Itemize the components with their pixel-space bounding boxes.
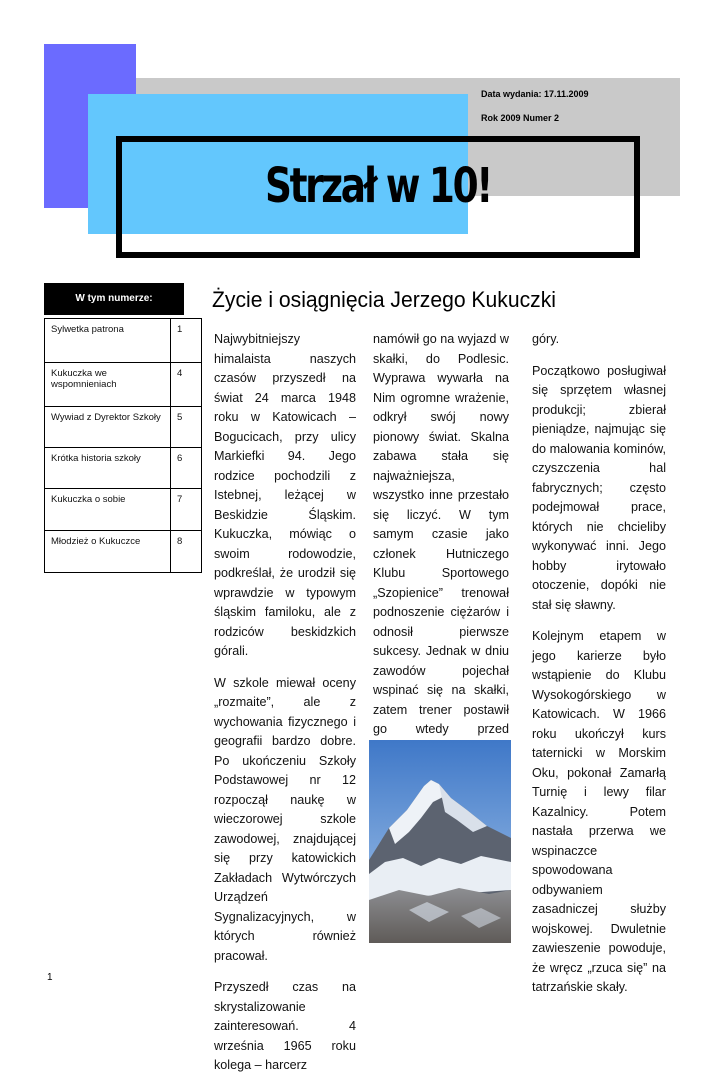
article-title: Życie i osiągnięcia Jerzego Kukuczki (212, 287, 556, 312)
toc-item-page: 6 (171, 448, 202, 489)
toc-item-page: 7 (171, 489, 202, 531)
table-of-contents (44, 318, 202, 573)
article-paragraph: góry. (532, 332, 560, 346)
toc-row (45, 489, 202, 531)
page-number: 1 (47, 972, 53, 983)
article-column-2 (373, 330, 509, 791)
toc-item-page: 1 (171, 319, 202, 363)
toc-header: W tym numerze: (44, 283, 184, 315)
mountain-photo (369, 740, 511, 943)
toc-row (45, 407, 202, 448)
article-column-1 (214, 330, 356, 1088)
toc-item-page: 8 (171, 531, 202, 573)
toc-row (45, 531, 202, 573)
article-paragraph: namówił go na wyjazd w skałki, do Podlesic. Wyprawa wywarła na Nim ogromne wrażenie, odkrył swój nowy pionowy świat. Skalna zabawa stała się najważniejsza, wszystko inne przestało się liczyć. W tym samym czasie jako członek Hutniczego Klubu Sportowego „Szopienice” trenował podnoszenie ciężarów i odnosił pierwsze sukcesy. Jednak w dniu zawodów pojechał wspinać się na skałki, zatem trener postawił go wtedy przed (373, 332, 509, 736)
toc-row (45, 448, 202, 489)
toc-item-page: 4 (171, 363, 202, 407)
toc-item-page: 5 (171, 407, 202, 448)
toc-item-label: Młodzież o Kukuczce (45, 531, 171, 573)
article-paragraph: Najwybitniejszy himalaista naszych czasów przyszedł na świat 24 marca 1948 roku w Katowicach – Bogucicach, przy ulicy Markiefki 94. Jego rodzice pochodzili z Istebnej, leżącej w Beskidzie Śląskim. Kukuczka, mówiąc o swoim rodowodzie, podkreślał, że urodził się wprawdzie w typowym śląskim familoku, ale z rodziców beskidzkich górali. (214, 332, 356, 658)
issue-date: Data wydania: 17.11.2009 (481, 89, 589, 99)
toc-row (45, 319, 202, 363)
article-paragraph: W szkole miewał oceny „rozmaite”, ale z wychowania fizycznego i geografii bardzo dobre. Po ukończeniu Szkoły Podstawowej nr 12 rozpoczął naukę w wieczorowej szkole zawodowej, znajdującej się przy katowickich Zakładach Wytwórczych Urządzeń Sygnalizacyjnych, w których również pracował. (214, 675, 356, 963)
article-column-3 (532, 330, 666, 1010)
toc-row (45, 363, 202, 407)
article-paragraph: Kolejnym etapem w jego karierze było wstąpienie do Klubu Wysokogórskiego w Katowicach. W 1966 roku ukończył kurs taternicki w Morskim Oku, pokonał Zamarłą Turnię i lewy filar Kazalnicy. Potem nastała przerwa we wspinaczce spowodowana odbywaniem zasadniczej służby wojskowej. Dwuletnie zawieszenie powoduje, że wręcz „rzuca się” na tatrzańskie skały. (532, 629, 666, 994)
toc-item-label: Kukuczka o sobie (45, 489, 171, 531)
toc-item-label: Kukuczka we wspomnieniach (45, 363, 171, 407)
toc-item-label: Krótka historia szkoły (45, 448, 171, 489)
issue-number: Rok 2009 Numer 2 (481, 113, 560, 123)
article-paragraph: Początkowo posługiwał się sprzętem własnej produkcji; zbierał pieniądze, najmując się do malowania kominów, czyszczenia hal fabrycznych; często podejmował prace, których nie chcieliby wykonywać inni. Jego hobby irytowało otoczenie, dopóki nie stał się sławny. (532, 363, 666, 612)
toc-item-label: Sylwetka patrona (45, 319, 171, 363)
newsletter-title: Strzał w 10! (264, 158, 492, 214)
article-paragraph: Przyszedł czas na skrystalizowanie zainteresowań. 4 września 1965 roku kolega – harcerz (214, 980, 356, 1072)
masthead-frame (116, 136, 640, 258)
toc-item-label: Wywiad z Dyrektor Szkoły (45, 407, 171, 448)
